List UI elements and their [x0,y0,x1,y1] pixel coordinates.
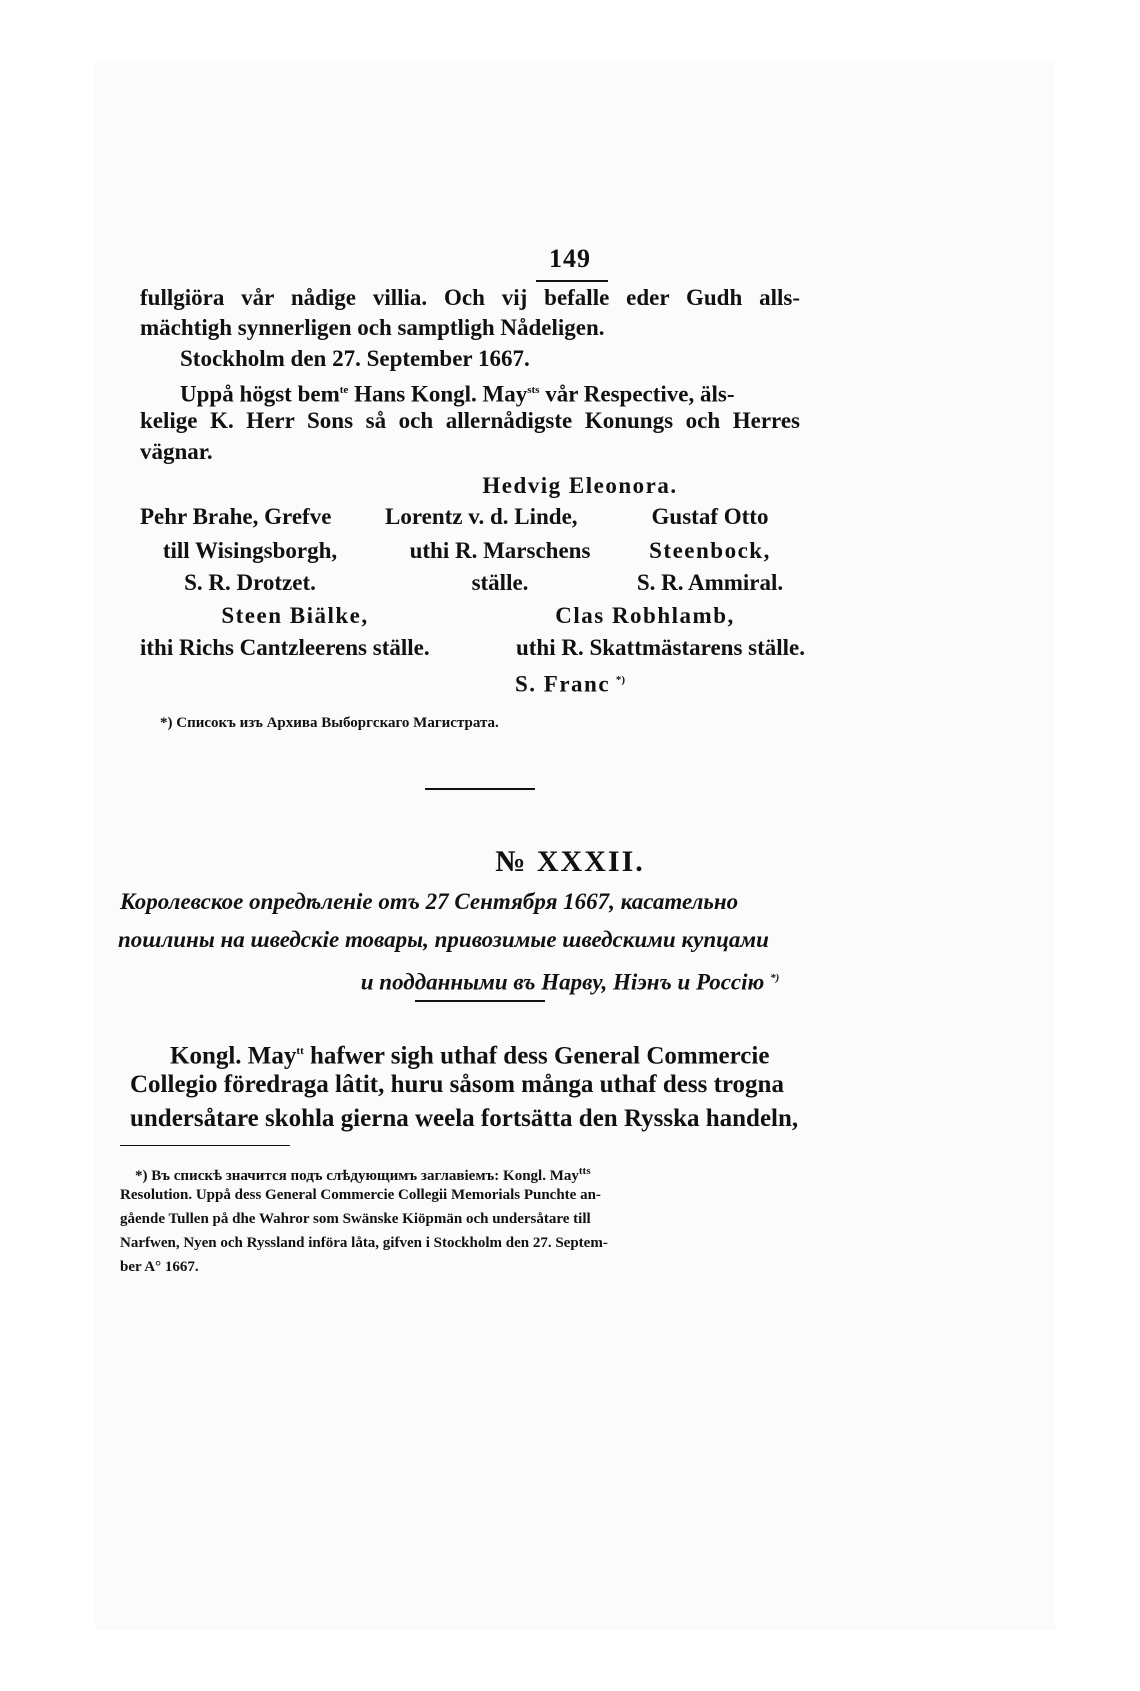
signature-col3-line3: S. R. Ammiral. [636,570,784,595]
signature-queen: Hedvig Eleonora. [482,473,678,498]
page-number: 149 [549,244,591,273]
signature-col3-line2: Steenbock, [649,538,771,563]
signature-franc-mark: *) [615,674,625,686]
footnote-bottom-sup: tts [578,1165,591,1177]
page-number-rule [536,280,608,282]
letter-line-1: fullgiöra vår nådige villia. Och vij befalle eder Gudh alls- [140,285,800,310]
sup-tt: tt [296,1045,304,1057]
title-ru-line-3 [0,959,1140,1002]
section-divider [425,788,535,790]
signature-rohlamb-role: uthi R. Skattmästarens ställe. [515,635,805,660]
footnote-bottom-line-1-text: *) Въ спискѣ значится подъ слѣдующимъ заглавіемъ: Kongl. May [135,1168,579,1184]
sup-bem: te [339,384,349,396]
letter-line-2: mächtigh synnerligen och samptligh Nådeligen. [140,315,605,340]
letter-line-5: kelige K. Herr Sons så och allernådigste Konungs och Herres [140,408,800,433]
signature-col2-line1: Lorentz v. d. Linde, [385,504,578,529]
section-number: № XXXII. [495,845,645,878]
signature-franc-text: S. Franc [515,671,611,697]
signature-rohlamb-text: Clas Robhlamb, [555,603,735,628]
title-ru-line-1: Королевское опредѣленіе отъ 27 Сентября 1667, касательно [120,889,739,914]
letter-line-4-c: vår Respective, äls- [539,381,735,407]
letter-line-6: vägnar. [140,439,213,464]
signature-col1-line2: till Wisingsborgh, [162,538,338,563]
letter-line-4 [180,375,800,410]
title-divider [415,1000,545,1002]
footnote-rule [120,1145,290,1146]
body-line-1-b: hafwer sigh uthaf dess General Commercie [303,1042,770,1070]
signature-col1-line1: Pehr Brahe, Grefve [140,504,332,529]
signature-bielke-role: ithi Richs Cantzleerens ställe. [140,635,430,660]
letter-line-4-b: Hans Kongl. May [348,381,528,407]
body-line-1-a: Kongl. May [170,1042,297,1070]
title-footnote-mark: *) [770,972,780,984]
title-ru-line-3-text: и подданными въ Нарву, Ніэнъ и Россію [360,969,765,995]
signature-franc [0,665,1140,700]
title-ru-line-2: пошлины на шведскіе товары, привозимые шведскими купцами [118,927,769,952]
signature-rohlamb [490,601,800,631]
footnote-bottom-line-1 [135,1160,591,1187]
signature-col2-line3: ställe. [471,570,529,595]
footnote-bottom-line-4: Narfwen, Nyen och Ryssland införa låta, gifven i Stockholm den 27. Septem- [120,1235,608,1251]
body-line-2: Collegio föredraga lâtit, huru såsom många uthaf dess trogna [130,1071,784,1098]
footnote-bottom-line-2: Resolution. Uppå dess General Commercie Collegii Memorials Punchte an- [120,1187,601,1203]
footnote-archive: *) Списокъ изъ Архива Выборгскаго Магистрата. [160,715,499,731]
signature-col1-line3: S. R. Drotzet. [184,570,316,595]
signature-bielke-text: Steen Biälke, [221,603,369,628]
sup-may: sts [527,384,540,396]
footnote-bottom-line-5: ber A° 1667. [120,1259,199,1275]
signature-col3-line1: Gustaf Otto [651,504,769,529]
footnote-bottom-line-3: gående Tullen på dhe Wahror som Swänske Kiöpmän och undersåtare till [120,1211,591,1227]
signature-bielke [140,601,450,631]
letter-line-4-a: Uppå högst bem [180,381,340,407]
signature-col2-line2: uthi R. Marschens [409,538,591,563]
body-line-3: undersåtare skohla gierna weela fortsätta den Rysska handeln, [130,1105,799,1132]
body-line-1 [170,1036,800,1071]
letter-date: Stockholm den 27. September 1667. [180,346,530,371]
